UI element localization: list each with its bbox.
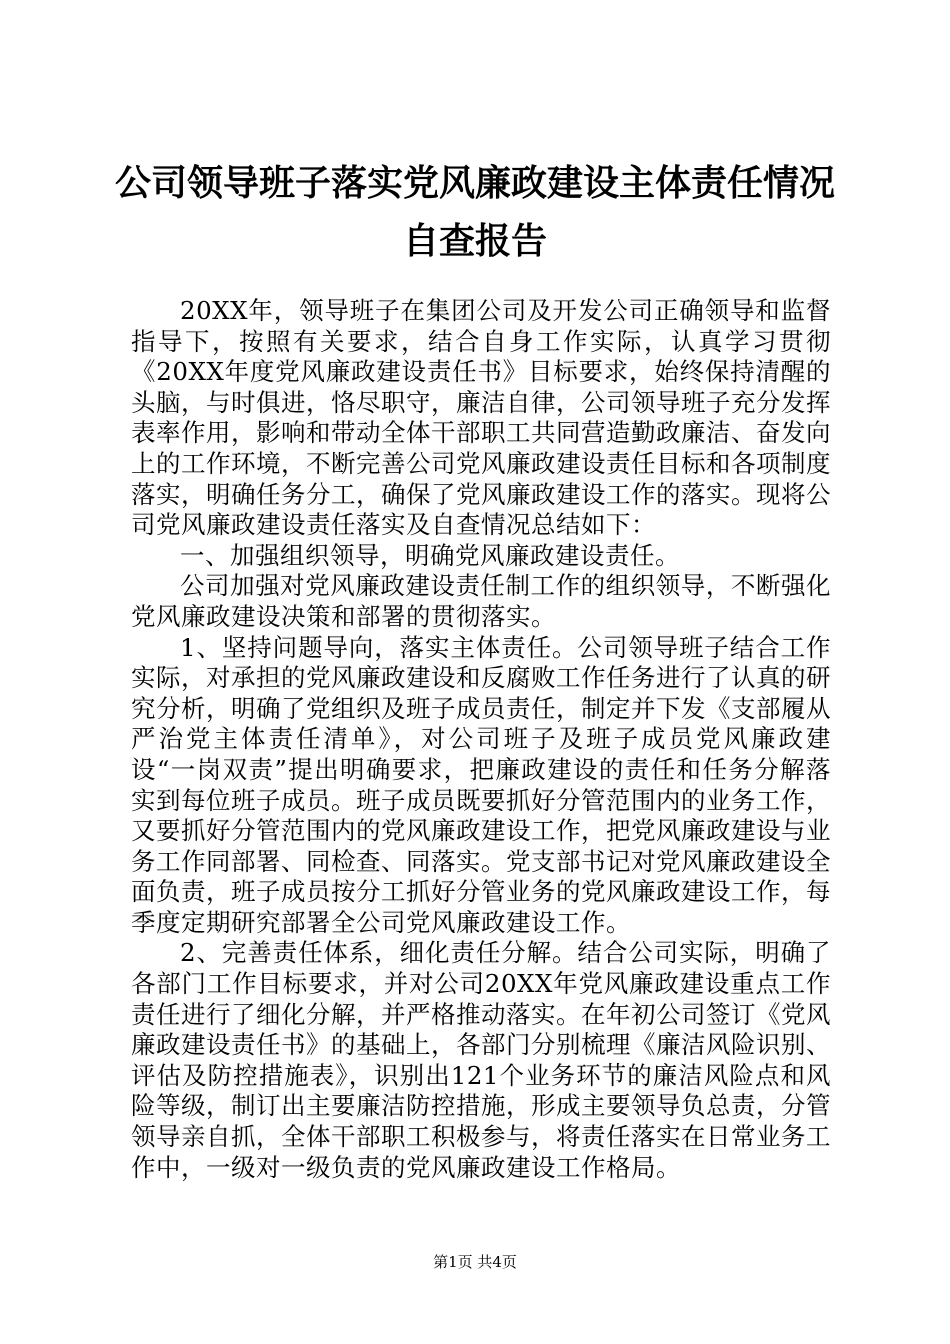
page-number-footer: 第1页 共4页 — [433, 1253, 517, 1271]
paragraph-section-1-intro: 公司加强对党风廉政建设责任制工作的组织领导，不断强化党风廉政建设决策和部署的贯彻落实。 — [131, 571, 831, 631]
document-body — [131, 296, 831, 1183]
paragraph-item-1: 1、坚持问题导向，落实主体责任。公司领导班子结合工作实际，对承担的党风廉政建设和反腐败工作任务进行了认真的研究分析，明确了党组织及班子成员责任，制定并下发《支部履从严治党主体责任清单》，对公司班子及班子成员党风廉政建设“一岗双责”提出明确要求，把廉政建设的责任和任务分解落实到每位班子成员。班子成员既要抓好分管范围内的业务工作，又要抓好分管范围内的党风廉政建设工作，把党风廉政建设与业务工作同部署、同检查、同落实。党支部书记对党风廉政建设全面负责，班子成员按分工抓好分管业务的党风廉政建设工作，每季度定期研究部署全公司党风廉政建设工作。 — [131, 632, 831, 937]
section-heading-1: 一、加强组织领导，明确党风廉政建设责任。 — [180, 540, 680, 570]
document-title-line-2: 自查报告 — [402, 221, 547, 262]
paragraph-intro: 20XX年，领导班子在集团公司及开发公司正确领导和监督指导下，按照有关要求，结合自身工作实际，认真学习贯彻《20XX年度党风廉政建设责任书》目标要求，始终保持清醒的头脑，与时俱进，恪尽职守，廉洁自律，公司领导班子充分发挥表率作用，影响和带动全体干部职工共同营造勤政廉洁、奋发向上的工作环境，不断完善公司党风廉政建设责任目标和各项制度落实，明确任务分工，确保了党风廉政建设工作的落实。现将公司党风廉政建设责任落实及自查情况总结如下： — [131, 296, 831, 540]
document-title-line-1: 公司领导班子落实党风廉政建设主体责任情况 — [114, 163, 835, 204]
paragraph-item-2: 2、完善责任体系，细化责任分解。结合公司实际，明确了各部门工作目标要求，并对公司20XX年党风廉政建设重点工作责任进行了细化分解，并严格推动落实。在年初公司签订《党风廉政建设责任书》的基础上，各部门分别梳理《廉洁风险识别、评估及防控措施表》，识别出121个业务环节的廉洁风险点和风险等级，制订出主要廉洁防控措施，形成主要领导负总责，分管领导亲自抓，全体干部职工积极参与，将责任落实在日常业务工作中，一级对一级负责的党风廉政建设工作格局。 — [131, 938, 831, 1182]
